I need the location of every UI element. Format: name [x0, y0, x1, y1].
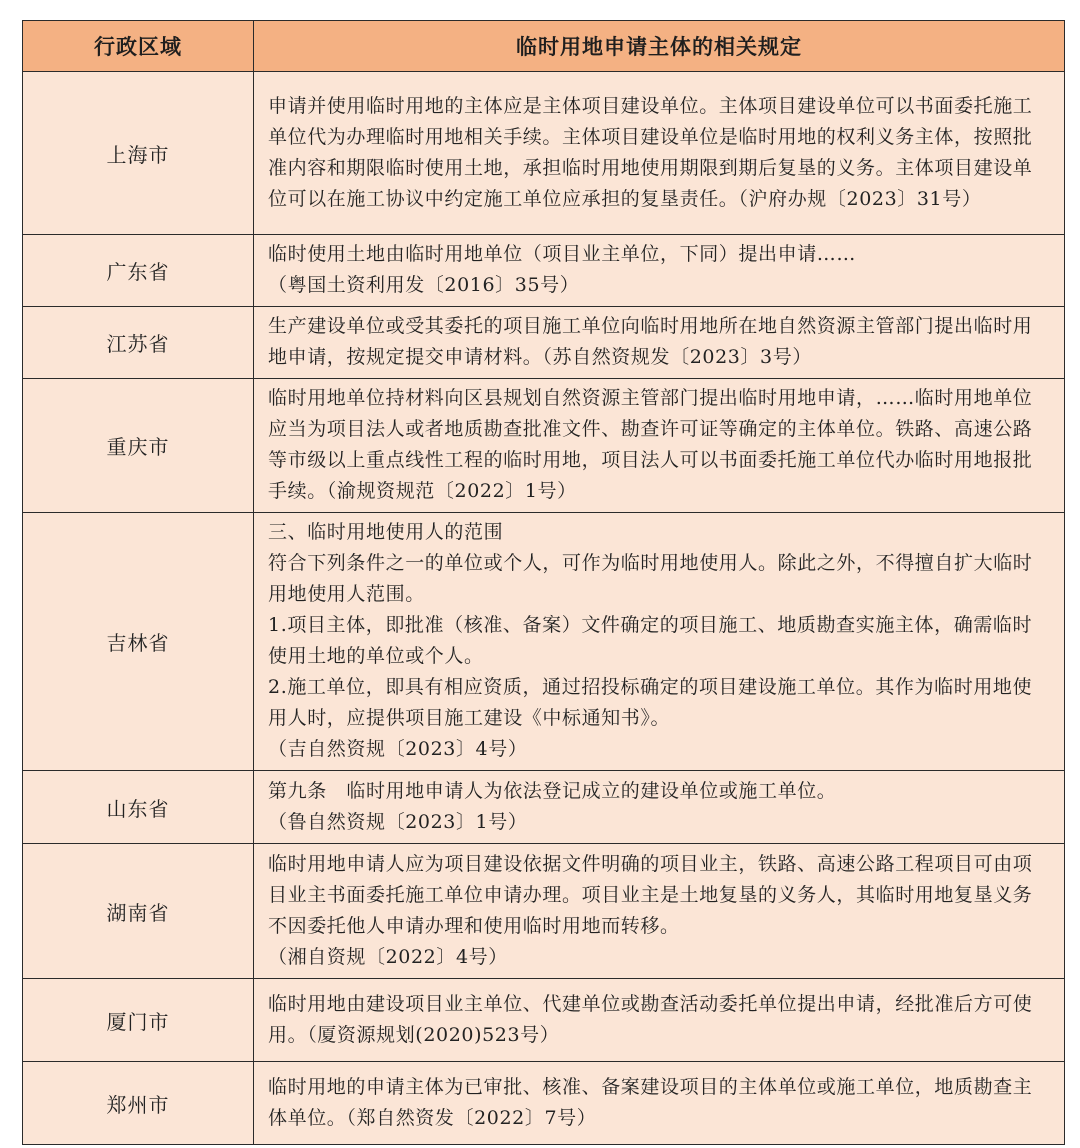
rule-text: （吉自然资规〔2023〕4号）	[268, 738, 528, 760]
table-body	[23, 72, 1065, 1145]
region-cell: 江苏省	[23, 307, 254, 379]
table-row	[23, 72, 1065, 235]
region-cell: 厦门市	[23, 979, 254, 1062]
rule-text: 临时使用土地由临时用地单位（项目业主单位，下同）提出申请……	[268, 243, 857, 265]
table-row	[23, 235, 1065, 307]
regulation-table-container	[22, 20, 1064, 1145]
table-row	[23, 307, 1065, 379]
rule-text: 临时用地的申请主体为已审批、核准、备案建设项目的主体单位或施工单位，地质勘查主体单位。（郑自然资发〔2022〕7号）	[268, 1075, 1033, 1129]
region-cell: 湖南省	[23, 844, 254, 979]
table-row	[23, 979, 1065, 1062]
rule-text: 2.施工单位，即具有相应资质，通过招投标确定的项目建设施工单位。其作为临时用地使用人时，应提供项目施工建设《中标通知书》。	[268, 676, 1033, 729]
table-row	[23, 379, 1065, 513]
table-row	[23, 513, 1065, 771]
table-row	[23, 771, 1065, 844]
table-header-row	[23, 21, 1065, 72]
rule-cell	[254, 771, 1065, 844]
regulation-table	[22, 20, 1065, 1145]
rule-cell	[254, 379, 1065, 513]
region-cell: 郑州市	[23, 1062, 254, 1145]
rule-cell	[254, 979, 1065, 1062]
table-row	[23, 844, 1065, 979]
rule-text: 1.项目主体，即批准（核准、备案）文件确定的项目施工、地质勘查实施主体，确需临时使用土地的单位或个人。	[268, 614, 1033, 667]
rule-cell	[254, 844, 1065, 979]
header-rule: 临时用地申请主体的相关规定	[254, 21, 1065, 72]
rule-text: 第九条 临时用地申请人为依法登记成立的建设单位或施工单位。	[268, 779, 837, 802]
header-region: 行政区域	[23, 21, 254, 72]
rule-text: （湘自资规〔2022〕4号）	[268, 945, 508, 968]
rule-text: 临时用地单位持材料向区县规划自然资源主管部门提出临时用地申请，……临时用地单位应当为项目法人或者地质勘查批准文件、勘查许可证等确定的主体单位。铁路、高速公路等市级以上重点线性工程的临时用地，项目法人可以书面委托施工单位代办临时用地报批手续。（渝规资规范〔2022〕1号）	[268, 387, 1033, 502]
rule-text: 生产建设单位或受其委托的项目施工单位向临时用地所在地自然资源主管部门提出临时用地申请，按规定提交申请材料。（苏自然资规发〔2023〕3号）	[268, 315, 1033, 368]
region-cell: 重庆市	[23, 379, 254, 513]
rule-text: 三、临时用地使用人的范围	[268, 521, 504, 543]
region-cell: 广东省	[23, 235, 254, 307]
rule-text: 临时用地由建设项目业主单位、代建单位或勘查活动委托单位提出申请，经批准后方可使用。（厦资源规划(2020)523号）	[268, 992, 1033, 1046]
region-cell: 上海市	[23, 72, 254, 235]
region-cell: 山东省	[23, 771, 254, 844]
region-cell: 吉林省	[23, 513, 254, 771]
rule-text: （粤国土资利用发〔2016〕35号）	[268, 274, 580, 296]
rule-text: 符合下列条件之一的单位或个人，可作为临时用地使用人。除此之外，不得擅自扩大临时用地使用人范围。	[268, 552, 1033, 605]
rule-cell	[254, 307, 1065, 379]
rule-cell	[254, 1062, 1065, 1145]
rule-cell	[254, 235, 1065, 307]
rule-cell	[254, 72, 1065, 235]
rule-text: 申请并使用临时用地的主体应是主体项目建设单位。主体项目建设单位可以书面委托施工单位代为办理临时用地相关手续。主体项目建设单位是临时用地的权利义务主体，按照批准内容和期限临时使用土地，承担临时用地使用期限到期后复垦的义务。主体项目建设单位可以在施工协议中约定施工单位应承担的复垦责任。（沪府办规〔2023〕31号）	[268, 94, 1033, 210]
table-row	[23, 1062, 1065, 1145]
rule-text: （鲁自然资规〔2023〕1号）	[268, 810, 528, 833]
rule-cell	[254, 513, 1065, 771]
rule-text: 临时用地申请人应为项目建设依据文件明确的项目业主，铁路、高速公路工程项目可由项目业主书面委托施工单位申请办理。项目业主是土地复垦的义务人，其临时用地复垦义务不因委托他人申请办理和使用临时用地而转移。	[268, 852, 1033, 937]
